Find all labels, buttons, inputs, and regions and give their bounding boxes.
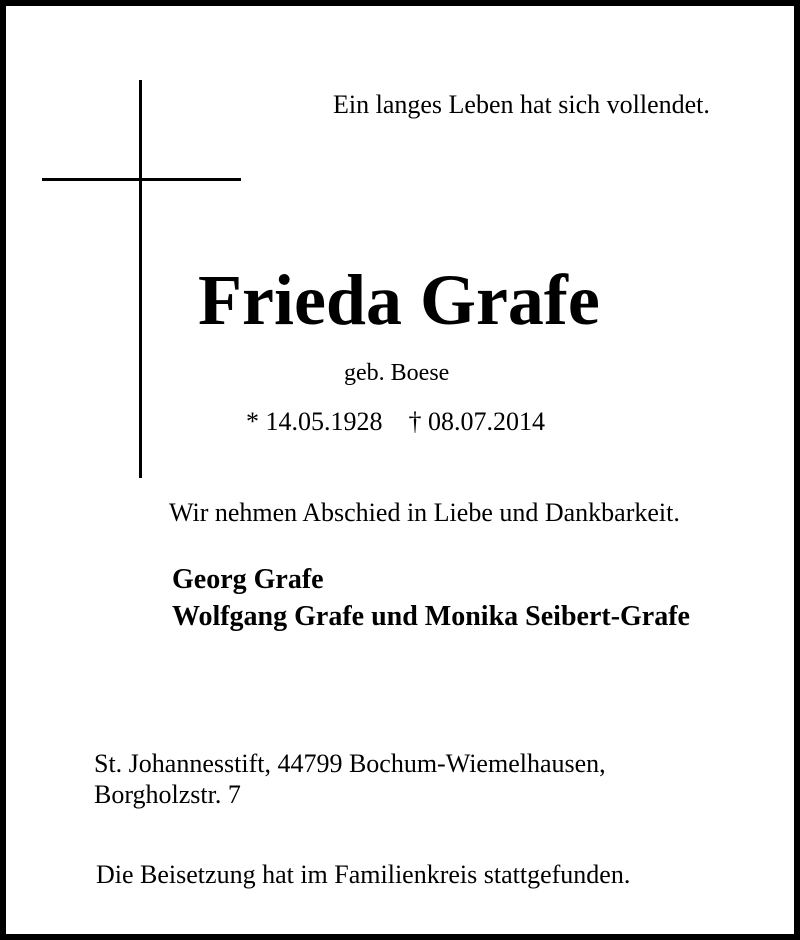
burial-note: Die Beisetzung hat im Familienkreis stattgefunden. bbox=[96, 860, 631, 889]
address-line-1: St. Johannesstift, 44799 Bochum-Wiemelhausen, bbox=[94, 749, 606, 778]
cross-vertical-bar bbox=[139, 80, 142, 478]
mourner-name: Georg Grafe bbox=[172, 564, 324, 595]
life-dates bbox=[246, 409, 545, 435]
birth-date: * 14.05.1928 bbox=[246, 407, 383, 436]
birth-name: geb. Boese bbox=[344, 360, 450, 386]
motto-line: Ein langes Leben hat sich vollendet. bbox=[333, 90, 710, 119]
address-line-2: Borgholzstr. 7 bbox=[94, 780, 241, 809]
death-date: † 08.07.2014 bbox=[408, 407, 545, 436]
mourner-name: Wolfgang Grafe und Monika Seibert-Grafe bbox=[172, 601, 690, 632]
deceased-name: Frieda Grafe bbox=[198, 260, 600, 340]
cross-horizontal-bar bbox=[42, 178, 241, 181]
farewell-line: Wir nehmen Abschied in Liebe und Dankbarkeit. bbox=[169, 498, 680, 527]
